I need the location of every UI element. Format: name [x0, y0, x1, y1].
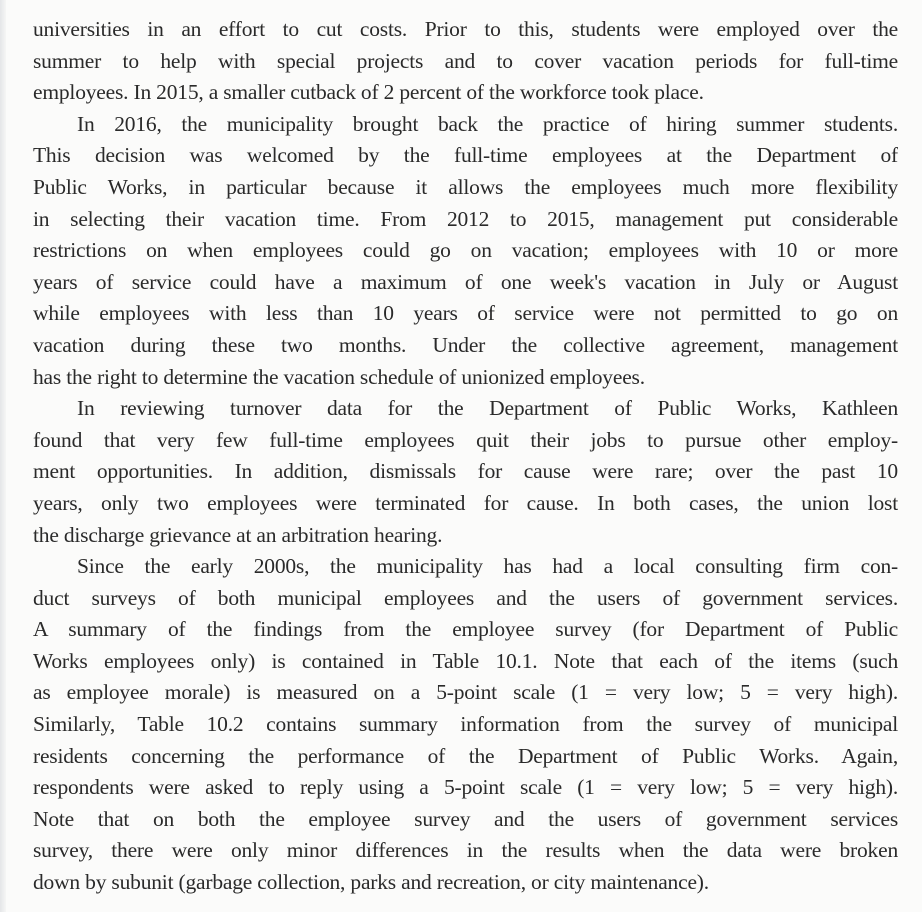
text-line: the discharge grievance at an arbitration hearing. [33, 522, 443, 547]
text-line: vacation during these two months. Under the collective agreement, management [33, 332, 898, 357]
text-line: Since the early 2000s, the municipality has had a local consulting firm con- [77, 554, 898, 579]
text-line: Note that on both the employee survey and the users of government services [33, 806, 898, 831]
text-line: years, only two employees were terminated for cause. In both cases, the union lost [33, 490, 898, 515]
paragraph-4 [33, 551, 898, 899]
text-line: Public Works, in particular because it allows the employees much more flexibility [33, 174, 898, 199]
paragraph-2 [33, 109, 898, 393]
text-line: survey, there were only minor differences in the results when the data were broken [33, 838, 898, 863]
text-line: duct surveys of both municipal employees and the users of government services. [33, 585, 898, 610]
text-line: restrictions on when employees could go on vacation; employees with 10 or more [33, 238, 898, 263]
text-line: residents concerning the performance of the Department of Public Works. Again, [33, 743, 898, 768]
text-line: Works employees only) is contained in Table 10.1. Note that each of the items (such [33, 648, 898, 673]
text-line: found that very few full-time employees quit their jobs to pursue other employ- [33, 427, 898, 452]
text-line: down by subunit (garbage collection, parks and recreation, or city maintenance). [33, 870, 709, 895]
text-line: This decision was welcomed by the full-time employees at the Department of [33, 143, 898, 168]
text-line: years of service could have a maximum of one week's vacation in July or August [33, 269, 898, 294]
paragraph-3 [33, 393, 898, 551]
text-line: respondents were asked to reply using a 5-point scale (1 = very low; 5 = very high). [33, 775, 898, 800]
text-line: Similarly, Table 10.2 contains summary information from the survey of municipal [33, 712, 898, 737]
text-line: summer to help with special projects and to cover vacation periods for full-time [33, 48, 898, 73]
text-line: has the right to determine the vacation schedule of unionized employees. [33, 364, 645, 389]
text-line: in selecting their vacation time. From 2012 to 2015, management put considerable [33, 206, 898, 231]
text-line: A summary of the findings from the employee survey (for Department of Public [33, 617, 898, 642]
text-line: employees. In 2015, a smaller cutback of 2 percent of the workforce took place. [33, 80, 704, 105]
page-edge-shadow [0, 0, 6, 912]
text-line: In 2016, the municipality brought back the practice of hiring summer students. [77, 111, 898, 136]
text-line: ment opportunities. In addition, dismissals for cause were rare; over the past 10 [33, 459, 898, 484]
text-line: universities in an effort to cut costs. Prior to this, students were employed over the [33, 17, 898, 41]
paragraph-1 [33, 14, 898, 109]
document-page [33, 14, 898, 899]
text-line: as employee morale) is measured on a 5-point scale (1 = very low; 5 = very high). [33, 680, 898, 705]
text-line: In reviewing turnover data for the Department of Public Works, Kathleen [77, 396, 898, 421]
text-line: while employees with less than 10 years of service were not permitted to go on [33, 301, 898, 326]
